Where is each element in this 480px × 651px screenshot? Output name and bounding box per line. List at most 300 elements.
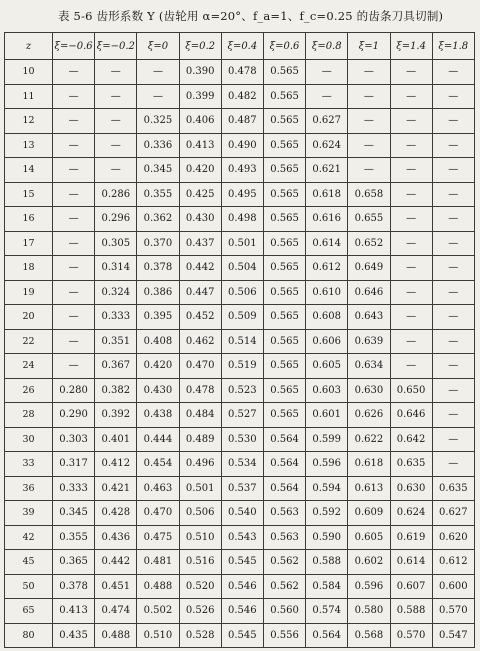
form-factor-cell: 0.565 (263, 256, 305, 281)
form-factor-cell: 0.324 (95, 280, 137, 305)
form-factor-cell: 0.296 (95, 207, 137, 232)
form-factor-cell: 0.514 (221, 329, 263, 354)
form-factor-cell: 0.565 (263, 305, 305, 330)
form-factor-cell: — (390, 231, 432, 256)
tooth-count-cell: 11 (5, 84, 53, 109)
form-factor-cell: — (390, 305, 432, 330)
form-factor-cell: 0.365 (53, 550, 95, 575)
form-factor-cell: 0.646 (348, 280, 390, 305)
form-factor-cell: — (390, 158, 432, 183)
form-factor-cell: 0.325 (137, 109, 179, 134)
form-factor-cell: — (432, 427, 474, 452)
table-row (5, 550, 475, 575)
tooth-count-cell: 45 (5, 550, 53, 575)
table-row (5, 403, 475, 428)
form-factor-cell: 0.367 (95, 354, 137, 379)
form-factor-cell: 0.649 (348, 256, 390, 281)
form-factor-cell: 0.564 (263, 452, 305, 477)
form-factor-cell: — (432, 207, 474, 232)
form-factor-cell: 0.570 (432, 599, 474, 624)
form-factor-cell: — (137, 84, 179, 109)
form-factor-cell: 0.290 (53, 403, 95, 428)
form-factor-cell: 0.504 (221, 256, 263, 281)
form-factor-cell: 0.420 (137, 354, 179, 379)
form-factor-cell: — (432, 84, 474, 109)
header-xi-8: ξ=1 (348, 33, 390, 60)
form-factor-cell: 0.496 (179, 452, 221, 477)
form-factor-cell: 0.488 (95, 623, 137, 648)
form-factor-cell: 0.351 (95, 329, 137, 354)
form-factor-cell: — (348, 158, 390, 183)
tooth-count-cell: 30 (5, 427, 53, 452)
form-factor-cell: 0.406 (179, 109, 221, 134)
table-row (5, 84, 475, 109)
form-factor-cell: — (53, 158, 95, 183)
table-row (5, 182, 475, 207)
form-factor-cell: 0.286 (95, 182, 137, 207)
form-factor-cell: — (432, 452, 474, 477)
form-factor-cell: 0.474 (95, 599, 137, 624)
table-body (5, 60, 475, 648)
form-factor-cell: 0.605 (348, 525, 390, 550)
tooth-count-cell: 36 (5, 476, 53, 501)
form-factor-cell: 0.488 (137, 574, 179, 599)
form-factor-cell: 0.437 (179, 231, 221, 256)
form-factor-cell: 0.509 (221, 305, 263, 330)
form-factor-cell: 0.614 (306, 231, 348, 256)
form-factor-cell: 0.478 (179, 378, 221, 403)
table-row (5, 60, 475, 85)
form-factor-cell: 0.493 (221, 158, 263, 183)
form-factor-cell: 0.333 (53, 476, 95, 501)
form-factor-cell: 0.565 (263, 60, 305, 85)
header-xi-7: ξ=0.8 (306, 33, 348, 60)
form-factor-cell: 0.428 (95, 501, 137, 526)
form-factor-cell: 0.390 (179, 60, 221, 85)
form-factor-cell: 0.412 (95, 452, 137, 477)
form-factor-cell: 0.556 (263, 623, 305, 648)
form-factor-cell: — (432, 329, 474, 354)
form-factor-cell: — (390, 207, 432, 232)
form-factor-cell: 0.614 (390, 550, 432, 575)
form-factor-cell: 0.584 (306, 574, 348, 599)
form-factor-cell: 0.545 (221, 550, 263, 575)
header-xi-2: ξ=−0.2 (95, 33, 137, 60)
header-xi-9: ξ=1.4 (390, 33, 432, 60)
form-factor-cell: — (432, 280, 474, 305)
tooth-count-cell: 33 (5, 452, 53, 477)
form-factor-cell: — (53, 109, 95, 134)
form-factor-cell: — (390, 60, 432, 85)
form-factor-cell: — (348, 84, 390, 109)
form-factor-cell: 0.574 (306, 599, 348, 624)
form-factor-cell: 0.534 (221, 452, 263, 477)
form-factor-cell: — (432, 109, 474, 134)
header-xi-6: ξ=0.6 (263, 33, 305, 60)
form-factor-cell: 0.370 (137, 231, 179, 256)
table-row (5, 623, 475, 648)
form-factor-cell: 0.395 (137, 305, 179, 330)
form-factor-cell: 0.565 (263, 354, 305, 379)
tooth-count-cell: 26 (5, 378, 53, 403)
tooth-count-cell: 22 (5, 329, 53, 354)
form-factor-cell: 0.475 (137, 525, 179, 550)
form-factor-cell: 0.562 (263, 550, 305, 575)
table-row (5, 525, 475, 550)
form-factor-cell: — (53, 182, 95, 207)
form-factor-cell: — (348, 133, 390, 158)
form-factor-cell: 0.482 (221, 84, 263, 109)
form-factor-cell: — (53, 207, 95, 232)
form-factor-cell: 0.303 (53, 427, 95, 452)
form-factor-cell: 0.616 (306, 207, 348, 232)
table-row (5, 256, 475, 281)
form-factor-cell: 0.506 (179, 501, 221, 526)
form-factor-cell: — (53, 133, 95, 158)
form-factor-cell: 0.547 (432, 623, 474, 648)
form-factor-cell: 0.478 (221, 60, 263, 85)
form-factor-cell: 0.565 (263, 158, 305, 183)
form-factor-cell: — (432, 354, 474, 379)
header-xi-4: ξ=0.2 (179, 33, 221, 60)
form-factor-cell: 0.601 (306, 403, 348, 428)
form-factor-cell: 0.501 (221, 231, 263, 256)
form-factor-cell: 0.336 (137, 133, 179, 158)
form-factor-cell: — (390, 329, 432, 354)
form-factor-cell: 0.528 (179, 623, 221, 648)
form-factor-cell: 0.280 (53, 378, 95, 403)
form-factor-cell: — (390, 280, 432, 305)
form-factor-cell: — (390, 133, 432, 158)
form-factor-cell: 0.530 (221, 427, 263, 452)
form-factor-cell: 0.646 (390, 403, 432, 428)
form-factor-cell: 0.442 (95, 550, 137, 575)
form-factor-cell: 0.454 (137, 452, 179, 477)
form-factor-cell: 0.620 (432, 525, 474, 550)
form-factor-cell: 0.564 (306, 623, 348, 648)
table-row (5, 501, 475, 526)
tooth-count-cell: 15 (5, 182, 53, 207)
form-factor-cell: 0.498 (221, 207, 263, 232)
form-factor-cell: 0.565 (263, 231, 305, 256)
tooth-count-cell: 20 (5, 305, 53, 330)
form-factor-cell: 0.430 (179, 207, 221, 232)
form-factor-cell: 0.540 (221, 501, 263, 526)
form-factor-cell: 0.502 (137, 599, 179, 624)
tooth-count-cell: 19 (5, 280, 53, 305)
form-factor-cell: 0.607 (390, 574, 432, 599)
form-factor-cell: 0.333 (95, 305, 137, 330)
form-factor-cell: 0.386 (137, 280, 179, 305)
form-factor-cell: 0.420 (179, 158, 221, 183)
form-factor-cell: 0.624 (390, 501, 432, 526)
form-factor-cell: 0.565 (263, 329, 305, 354)
form-factor-cell: 0.564 (263, 427, 305, 452)
tooth-count-cell: 28 (5, 403, 53, 428)
form-factor-cell: — (390, 256, 432, 281)
form-factor-cell: 0.652 (348, 231, 390, 256)
form-factor-cell: 0.618 (348, 452, 390, 477)
form-factor-cell: — (53, 60, 95, 85)
form-factor-cell: 0.580 (348, 599, 390, 624)
form-factor-cell: 0.470 (137, 501, 179, 526)
tooth-form-factor-table (4, 32, 475, 648)
header-xi-10: ξ=1.8 (432, 33, 474, 60)
tooth-count-cell: 12 (5, 109, 53, 134)
form-factor-cell: 0.565 (263, 207, 305, 232)
table-row (5, 280, 475, 305)
form-factor-cell: — (53, 329, 95, 354)
form-factor-cell: 0.568 (348, 623, 390, 648)
form-factor-cell: 0.630 (348, 378, 390, 403)
form-factor-cell: 0.401 (95, 427, 137, 452)
tooth-count-cell: 80 (5, 623, 53, 648)
table-row (5, 133, 475, 158)
form-factor-cell: 0.489 (179, 427, 221, 452)
form-factor-cell: — (432, 158, 474, 183)
tooth-count-cell: 16 (5, 207, 53, 232)
form-factor-cell: 0.600 (432, 574, 474, 599)
form-factor-cell: 0.634 (348, 354, 390, 379)
form-factor-cell: 0.526 (179, 599, 221, 624)
form-factor-cell: 0.565 (263, 84, 305, 109)
form-factor-cell: 0.546 (221, 574, 263, 599)
form-factor-cell: 0.564 (263, 476, 305, 501)
form-factor-cell: — (432, 60, 474, 85)
table-row (5, 231, 475, 256)
form-factor-cell: — (53, 231, 95, 256)
form-factor-cell: — (390, 182, 432, 207)
form-factor-cell: 0.635 (432, 476, 474, 501)
tooth-count-cell: 14 (5, 158, 53, 183)
header-xi-5: ξ=0.4 (221, 33, 263, 60)
form-factor-cell: 0.425 (179, 182, 221, 207)
form-factor-cell: 0.435 (53, 623, 95, 648)
tooth-count-cell: 39 (5, 501, 53, 526)
table-row (5, 476, 475, 501)
form-factor-cell: 0.382 (95, 378, 137, 403)
form-factor-cell: 0.481 (137, 550, 179, 575)
table-row (5, 599, 475, 624)
form-factor-cell: 0.563 (263, 525, 305, 550)
form-factor-cell: 0.655 (348, 207, 390, 232)
form-factor-cell: — (95, 60, 137, 85)
form-factor-cell: 0.650 (390, 378, 432, 403)
form-factor-cell: 0.392 (95, 403, 137, 428)
tooth-count-cell: 50 (5, 574, 53, 599)
table-row (5, 329, 475, 354)
form-factor-cell: 0.562 (263, 574, 305, 599)
form-factor-cell: — (390, 84, 432, 109)
form-factor-cell: 0.619 (390, 525, 432, 550)
header-xi-3: ξ=0 (137, 33, 179, 60)
form-factor-cell: 0.565 (263, 280, 305, 305)
form-factor-cell: — (432, 305, 474, 330)
tooth-count-cell: 65 (5, 599, 53, 624)
form-factor-cell: 0.630 (390, 476, 432, 501)
form-factor-cell: — (95, 109, 137, 134)
form-factor-cell: 0.627 (432, 501, 474, 526)
table-row (5, 207, 475, 232)
form-factor-cell: — (432, 182, 474, 207)
form-factor-cell: 0.543 (221, 525, 263, 550)
form-factor-cell: 0.545 (221, 623, 263, 648)
form-factor-cell: 0.594 (306, 476, 348, 501)
form-factor-cell: 0.606 (306, 329, 348, 354)
form-factor-cell: 0.520 (179, 574, 221, 599)
form-factor-cell: 0.624 (306, 133, 348, 158)
form-factor-cell: 0.570 (390, 623, 432, 648)
table-row (5, 158, 475, 183)
form-factor-cell: 0.565 (263, 403, 305, 428)
form-factor-cell: 0.510 (179, 525, 221, 550)
table-row (5, 354, 475, 379)
form-factor-cell: 0.355 (53, 525, 95, 550)
form-factor-cell: 0.610 (306, 280, 348, 305)
form-factor-cell: — (432, 133, 474, 158)
form-factor-cell: 0.447 (179, 280, 221, 305)
form-factor-cell: 0.519 (221, 354, 263, 379)
form-factor-cell: 0.627 (306, 109, 348, 134)
form-factor-cell: 0.484 (179, 403, 221, 428)
form-factor-cell: — (95, 84, 137, 109)
form-factor-cell: 0.621 (306, 158, 348, 183)
form-factor-cell: — (53, 354, 95, 379)
form-factor-cell: 0.588 (306, 550, 348, 575)
table-header-row (5, 33, 475, 60)
form-factor-cell: 0.430 (137, 378, 179, 403)
form-factor-cell: 0.378 (53, 574, 95, 599)
table-row (5, 574, 475, 599)
form-factor-cell: 0.527 (221, 403, 263, 428)
form-factor-cell: — (432, 256, 474, 281)
form-factor-cell: 0.408 (137, 329, 179, 354)
form-factor-cell: — (348, 60, 390, 85)
form-factor-cell: 0.639 (348, 329, 390, 354)
form-factor-cell: 0.626 (348, 403, 390, 428)
tooth-count-cell: 42 (5, 525, 53, 550)
form-factor-cell: 0.608 (306, 305, 348, 330)
form-factor-cell: 0.602 (348, 550, 390, 575)
form-factor-cell: 0.506 (221, 280, 263, 305)
form-factor-cell: 0.599 (306, 427, 348, 452)
form-factor-cell: 0.501 (179, 476, 221, 501)
form-factor-cell: 0.462 (179, 329, 221, 354)
header-xi-1: ξ=−0.6 (53, 33, 95, 60)
form-factor-cell: — (95, 158, 137, 183)
tooth-count-cell: 10 (5, 60, 53, 85)
form-factor-cell: 0.612 (306, 256, 348, 281)
form-factor-cell: 0.642 (390, 427, 432, 452)
form-factor-cell: 0.596 (348, 574, 390, 599)
form-factor-cell: 0.565 (263, 182, 305, 207)
form-factor-cell: 0.618 (306, 182, 348, 207)
tooth-count-cell: 17 (5, 231, 53, 256)
form-factor-cell: 0.317 (53, 452, 95, 477)
form-factor-cell: 0.622 (348, 427, 390, 452)
form-factor-cell: — (390, 109, 432, 134)
form-factor-cell: 0.314 (95, 256, 137, 281)
table-row (5, 452, 475, 477)
form-factor-cell: — (137, 60, 179, 85)
form-factor-cell: — (432, 231, 474, 256)
form-factor-cell: 0.362 (137, 207, 179, 232)
form-factor-cell: 0.635 (390, 452, 432, 477)
table-row (5, 109, 475, 134)
form-factor-cell: — (306, 84, 348, 109)
form-factor-cell: 0.490 (221, 133, 263, 158)
form-factor-cell: 0.470 (179, 354, 221, 379)
form-factor-cell: 0.516 (179, 550, 221, 575)
form-factor-cell: 0.565 (263, 378, 305, 403)
form-factor-cell: 0.345 (53, 501, 95, 526)
table-row (5, 378, 475, 403)
header-z: z (5, 33, 53, 60)
form-factor-cell: 0.510 (137, 623, 179, 648)
form-factor-cell: 0.560 (263, 599, 305, 624)
form-factor-cell: 0.643 (348, 305, 390, 330)
form-factor-cell: 0.399 (179, 84, 221, 109)
form-factor-cell: 0.537 (221, 476, 263, 501)
form-factor-cell: 0.609 (348, 501, 390, 526)
form-factor-cell: 0.590 (306, 525, 348, 550)
form-factor-cell: — (95, 133, 137, 158)
form-factor-cell: 0.523 (221, 378, 263, 403)
form-factor-cell: 0.596 (306, 452, 348, 477)
form-factor-cell: 0.442 (179, 256, 221, 281)
form-factor-cell: 0.452 (179, 305, 221, 330)
form-factor-cell: 0.613 (348, 476, 390, 501)
form-factor-cell: 0.421 (95, 476, 137, 501)
form-factor-cell: 0.588 (390, 599, 432, 624)
form-factor-cell: 0.413 (179, 133, 221, 158)
form-factor-cell: 0.612 (432, 550, 474, 575)
form-factor-cell: 0.345 (137, 158, 179, 183)
form-factor-cell: 0.495 (221, 182, 263, 207)
form-factor-cell: 0.565 (263, 133, 305, 158)
form-factor-cell: 0.546 (221, 599, 263, 624)
tooth-count-cell: 13 (5, 133, 53, 158)
form-factor-cell: 0.605 (306, 354, 348, 379)
form-factor-cell: 0.592 (306, 501, 348, 526)
form-factor-cell: — (306, 60, 348, 85)
tooth-count-cell: 18 (5, 256, 53, 281)
form-factor-cell: — (53, 280, 95, 305)
form-factor-cell: 0.444 (137, 427, 179, 452)
table-caption: 表 5-6 齿形系数 Y (齿轮用 α=20°、f_a=1、f_c=0.25 的齿条刀具切制) (58, 9, 444, 23)
form-factor-cell: 0.487 (221, 109, 263, 134)
form-factor-cell: 0.565 (263, 109, 305, 134)
tooth-count-cell: 24 (5, 354, 53, 379)
form-factor-cell: 0.436 (95, 525, 137, 550)
form-factor-cell: 0.413 (53, 599, 95, 624)
form-factor-cell: — (432, 403, 474, 428)
form-factor-cell: — (53, 256, 95, 281)
form-factor-cell: 0.451 (95, 574, 137, 599)
form-factor-cell: — (390, 354, 432, 379)
form-factor-cell: 0.463 (137, 476, 179, 501)
form-factor-cell: 0.305 (95, 231, 137, 256)
form-factor-cell: 0.658 (348, 182, 390, 207)
form-factor-cell: 0.603 (306, 378, 348, 403)
form-factor-cell: 0.438 (137, 403, 179, 428)
table-row (5, 305, 475, 330)
form-factor-cell: — (53, 84, 95, 109)
form-factor-cell: — (53, 305, 95, 330)
table-row (5, 427, 475, 452)
form-factor-cell: 0.355 (137, 182, 179, 207)
form-factor-cell: — (432, 378, 474, 403)
